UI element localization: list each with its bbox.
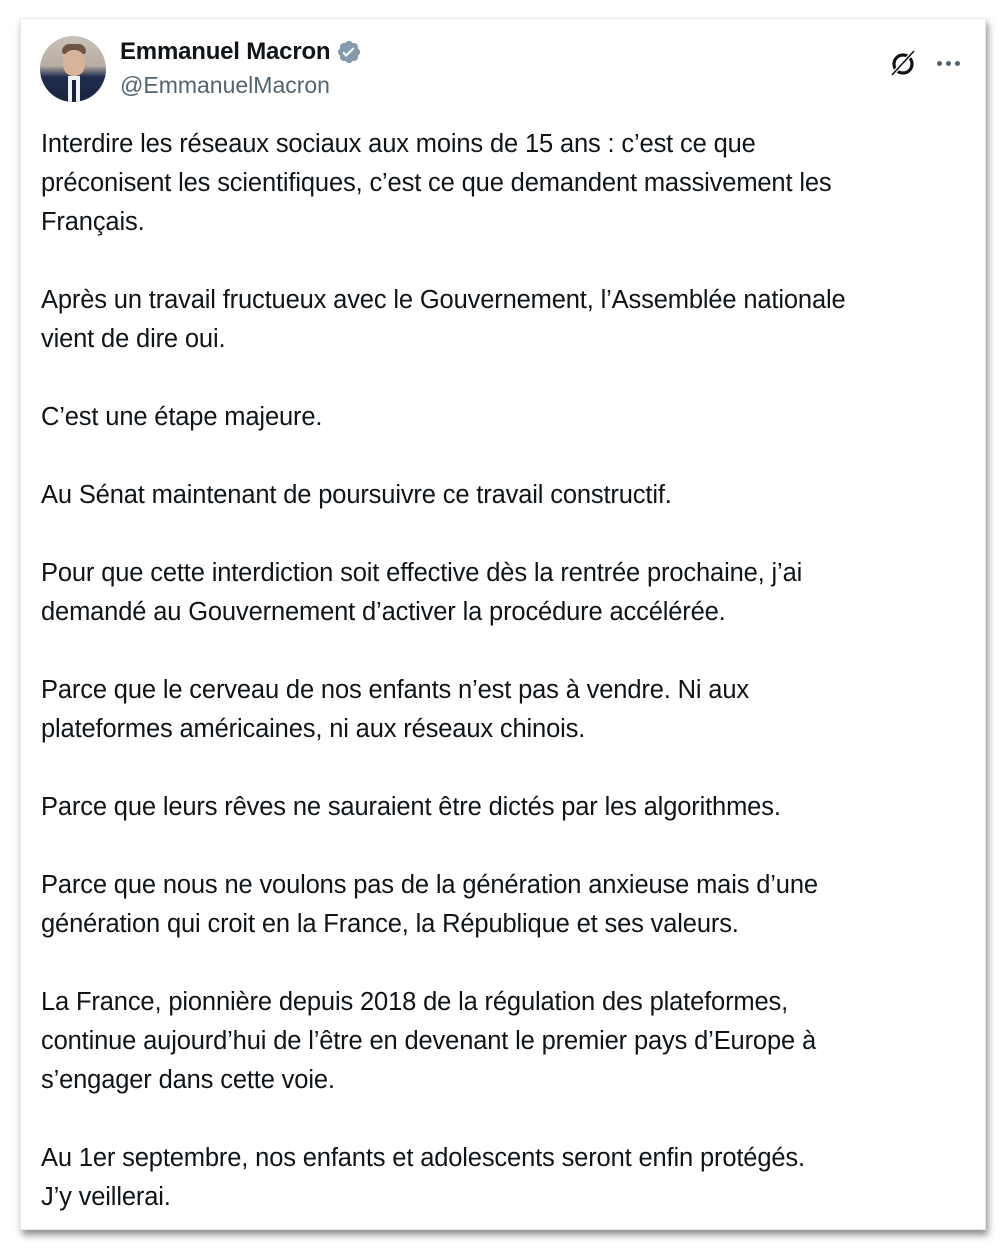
avatar-tie — [72, 80, 76, 102]
post-paragraph: Interdire les réseaux sociaux aux moins de 15 ans : c’est ce que préconisent les scientifiques, c’est ce que demandent massivement les Français. — [41, 130, 832, 236]
more-dot — [937, 61, 942, 66]
author-handle[interactable]: @EmmanuelMacron — [120, 72, 330, 98]
post-card — [20, 18, 986, 1230]
post-paragraph: Au Sénat maintenant de poursuivre ce travail constructif. — [41, 481, 672, 509]
more-dot — [946, 61, 951, 66]
avatar[interactable] — [40, 36, 106, 102]
post-paragraph: Parce que nous ne voulons pas de la génération anxieuse mais d’une génération qui croit en la France, la République et ses valeurs. — [41, 871, 818, 938]
more-dot — [955, 61, 960, 66]
post-paragraph: La France, pionnière depuis 2018 de la régulation des plateformes, continue aujourd’hui de l’être en devenant le premier pays d’Europe à s’engager dans cette voie. — [41, 988, 816, 1094]
post-paragraph: Parce que le cerveau de nos enfants n’est pas à vendre. Ni aux plateformes américaines, ni aux réseaux chinois. — [41, 676, 749, 743]
post-paragraph: Pour que cette interdiction soit effective dès la rentrée prochaine, j’ai demandé au Gouvernement d’activer la procédure accélérée. — [41, 559, 803, 626]
post-paragraph: Après un travail fructueux avec le Gouvernement, l’Assemblée nationale vient de dire oui. — [41, 286, 846, 353]
verified-badge-icon[interactable] — [336, 39, 362, 65]
post-header — [40, 36, 965, 106]
author-name-row — [120, 38, 362, 66]
more-options-icon[interactable] — [931, 46, 965, 80]
post-paragraph: Au 1er septembre, nos enfants et adolescents seront enfin protégés. J’y veillerai. — [41, 1144, 805, 1211]
author-display-name[interactable]: Emmanuel Macron — [120, 38, 331, 65]
header-actions — [887, 46, 965, 80]
post-paragraph: C’est une étape majeure. — [41, 403, 323, 431]
post-text — [41, 125, 961, 1217]
post-paragraph: Parce que leurs rêves ne sauraient être dictés par les algorithmes. — [41, 793, 781, 821]
avatar-face — [63, 50, 85, 76]
grok-icon[interactable] — [887, 46, 921, 80]
